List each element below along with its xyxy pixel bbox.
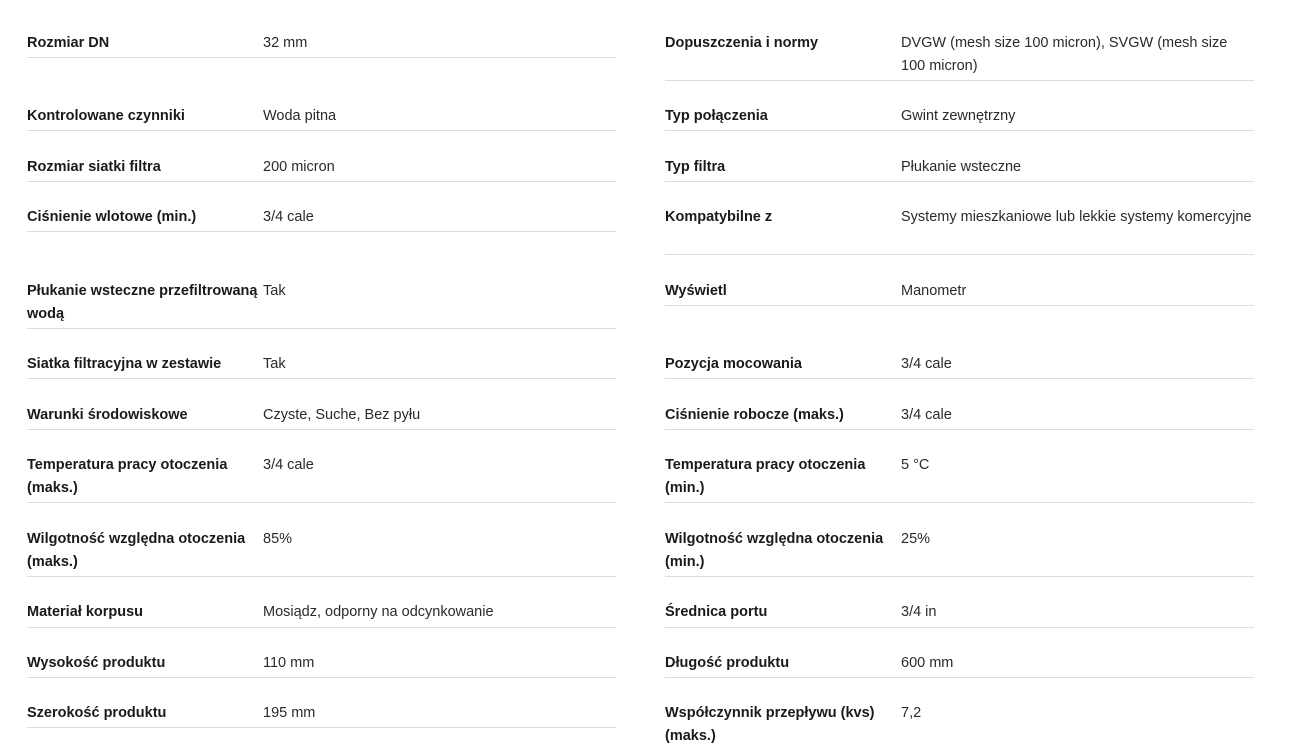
spec-value: Systemy mieszkaniowe lub lekkie systemy komercyjne: [901, 209, 1252, 225]
spec-row: [27, 135, 616, 182]
spec-label: Pozycja mocowania: [665, 356, 802, 372]
spec-label: Dopuszczenia i normy: [665, 35, 819, 51]
spec-value: Manometr: [901, 283, 967, 299]
spec-row: [27, 507, 616, 577]
spec-value: 3/4 cale: [263, 209, 314, 225]
spec-label: Siatka filtracyjna w zestawie: [27, 356, 222, 372]
spec-row: [665, 11, 1254, 81]
spec-label: Wilgotność względna otoczenia (maks.): [27, 531, 246, 570]
spec-label: Ciśnienie robocze (maks.): [665, 407, 844, 423]
spec-label: Rozmiar siatki filtra: [27, 159, 161, 175]
spec-row: [665, 185, 1254, 255]
spec-value: 3/4 cale: [901, 407, 952, 423]
spec-label: Rozmiar DN: [27, 35, 110, 51]
spec-row: [27, 681, 616, 728]
spec-row: [27, 433, 616, 503]
spec-value: 7,2: [901, 705, 922, 721]
spec-label: Temperatura pracy otoczenia (maks.): [27, 457, 228, 496]
spec-label: Wysokość produktu: [27, 655, 166, 671]
spec-row: [27, 332, 616, 379]
spec-row: [665, 332, 1254, 379]
spec-label: Typ filtra: [665, 159, 726, 175]
spec-label: Długość produktu: [665, 655, 790, 671]
spec-value: 3/4 cale: [263, 457, 314, 473]
spec-value: 195 mm: [263, 705, 316, 721]
spec-value: Czyste, Suche, Bez pyłu: [263, 407, 421, 423]
spec-label: Warunki środowiskowe: [27, 407, 188, 423]
spec-label: Kontrolowane czynniki: [27, 108, 185, 124]
spec-row: [665, 383, 1254, 430]
spec-value: 5 °C: [901, 457, 930, 473]
spec-value: Woda pitna: [263, 108, 337, 124]
spec-value: Mosiądz, odporny na odcynkowanie: [263, 604, 494, 620]
spec-value: 600 mm: [901, 655, 954, 671]
spec-row: [665, 631, 1254, 678]
spec-label: Wyświetl: [665, 283, 727, 299]
spec-row: [665, 681, 1254, 747]
spec-label: Typ połączenia: [665, 108, 768, 124]
spec-value: 32 mm: [263, 35, 308, 51]
spec-row: [27, 84, 616, 131]
spec-value: Tak: [263, 283, 286, 299]
spec-value: 85%: [263, 531, 293, 547]
spec-row: [665, 507, 1254, 577]
spec-value: Tak: [263, 356, 286, 372]
spec-label: Temperatura pracy otoczenia (min.): [665, 457, 866, 496]
spec-value: 3/4 in: [901, 604, 937, 620]
spec-row: [665, 135, 1254, 182]
spec-row: [27, 185, 616, 232]
spec-row: [27, 580, 616, 628]
spec-row: [665, 259, 1254, 306]
spec-row: [27, 383, 616, 430]
spec-row: [665, 84, 1254, 131]
spec-label: Kompatybilne z: [665, 209, 773, 225]
spec-value: 200 micron: [263, 159, 335, 175]
spec-value: Płukanie wsteczne: [901, 159, 1022, 175]
spec-row: [27, 631, 616, 678]
spec-label: Ciśnienie wlotowe (min.): [27, 209, 197, 225]
spec-label: Średnica portu: [665, 604, 768, 620]
spec-label: Płukanie wsteczne przefiltrowaną wodą: [27, 283, 258, 322]
spec-value: 3/4 cale: [901, 356, 952, 372]
spec-value: 110 mm: [263, 655, 315, 671]
spec-value: DVGW (mesh size 100 micron), SVGW (mesh size 100 micron): [901, 35, 1228, 74]
spec-label: Współczynnik przepływu (kvs) (maks.): [665, 705, 875, 744]
spec-row: [665, 580, 1254, 628]
spec-row: [665, 433, 1254, 503]
spec-label: Materiał korpusu: [27, 604, 144, 620]
spec-row: [27, 11, 616, 58]
spec-row: [27, 259, 616, 329]
spec-label: Wilgotność względna otoczenia (min.): [665, 531, 884, 570]
spec-value: Gwint zewnętrzny: [901, 108, 1016, 124]
spec-value: 25%: [901, 531, 931, 547]
spec-label: Szerokość produktu: [27, 705, 167, 721]
